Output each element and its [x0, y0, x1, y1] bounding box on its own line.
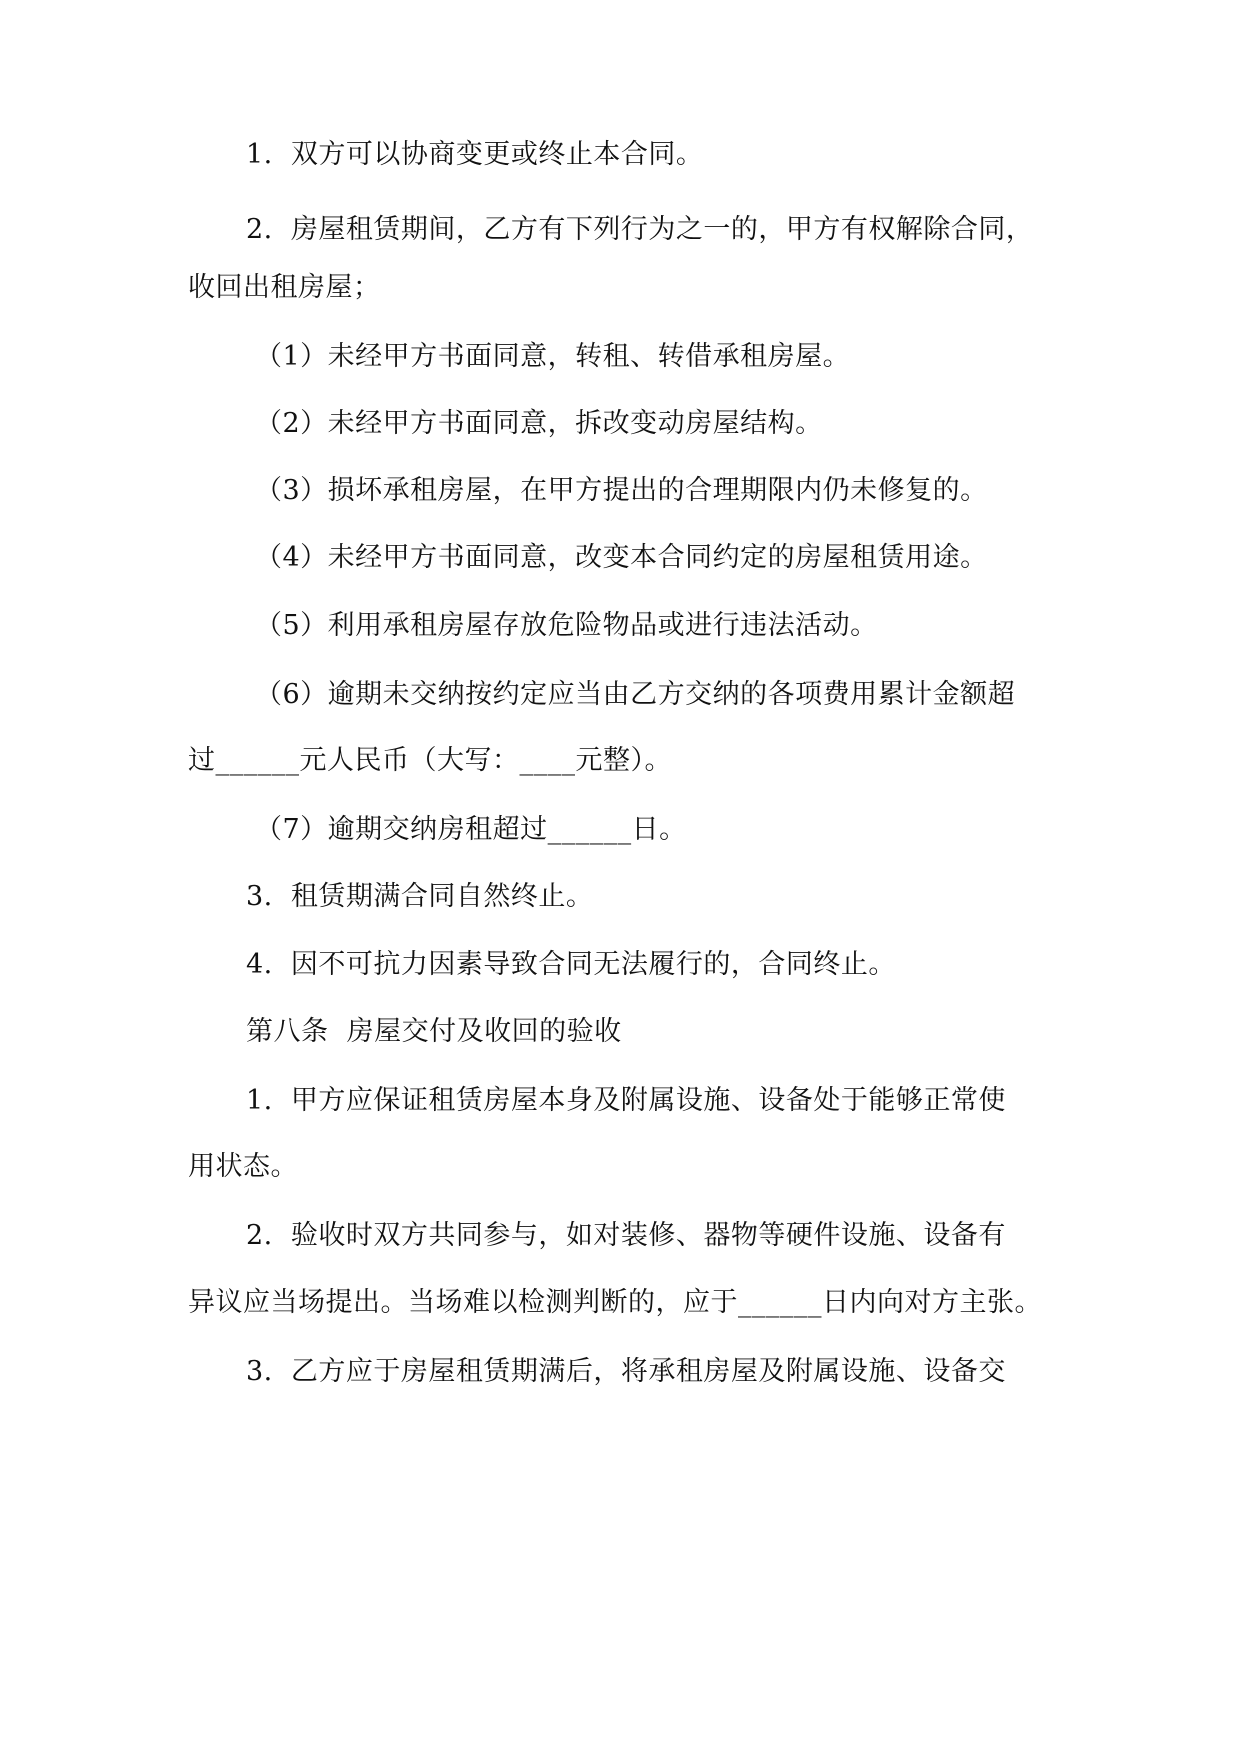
- article-8-clause-1: 1. 甲方应保证租赁房屋本身及附属设施、设备处于能够正常使: [246, 1085, 1006, 1116]
- clause-2-lessor-termination: 2. 房屋租赁期间，乙方有下列行为之一的，甲方有权解除合同，: [246, 214, 1034, 245]
- item-2-alteration: （2）未经甲方书面同意，拆改变动房屋结构。: [255, 408, 823, 439]
- item-3-damage: （3）损坏承租房屋，在甲方提出的合理期限内仍未修复的。: [255, 475, 988, 506]
- clause-3-expiry: 3. 租赁期满合同自然终止。: [246, 881, 594, 912]
- item-4-change-use: （4）未经甲方书面同意，改变本合同约定的房屋租赁用途。: [255, 542, 988, 573]
- item-1-sublet: （1）未经甲方书面同意，转租、转借承租房屋。: [255, 341, 851, 372]
- article-8-clause-3: 3. 乙方应于房屋租赁期满后，将承租房屋及附属设施、设备交: [246, 1356, 1006, 1387]
- item-6-overdue-fees: （6）逾期未交纳按约定应当由乙方交纳的各项费用累计金额超: [255, 679, 1016, 710]
- item-6-continuation: 过______元人民币（大写：____元整）。: [188, 745, 672, 776]
- article-8-heading: 第八条 房屋交付及收回的验收: [246, 1016, 622, 1047]
- article-8-clause-1-continuation: 用状态。: [188, 1151, 298, 1182]
- clause-1-mutual-termination: 1. 双方可以协商变更或终止本合同。: [246, 139, 704, 170]
- clause-2-continuation: 收回出租房屋；: [188, 272, 381, 303]
- article-8-clause-2-continuation: 异议应当场提出。当场难以检测判断的，应于______日内向对方主张。: [188, 1287, 1042, 1318]
- clause-4-force-majeure: 4. 因不可抗力因素导致合同无法履行的，合同终止。: [246, 949, 896, 980]
- item-5-hazardous: （5）利用承租房屋存放危险物品或进行违法活动。: [255, 610, 878, 641]
- article-8-clause-2: 2. 验收时双方共同参与，如对装修、器物等硬件设施、设备有: [246, 1220, 1006, 1251]
- item-7-overdue-rent: （7）逾期交纳房租超过______日。: [255, 814, 687, 845]
